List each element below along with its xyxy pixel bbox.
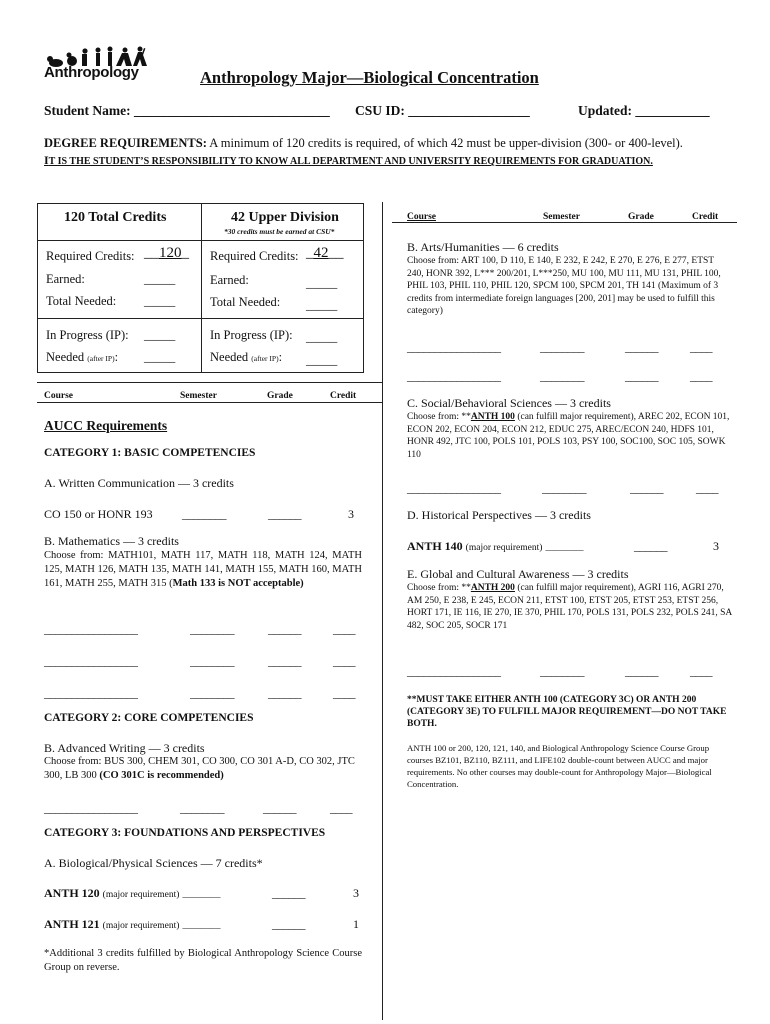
must-take-notice: **MUST TAKE EITHER ANTH 100 (CATEGORY 3C) OR ANTH 200 (CATEGORY 3E) TO FULFILL MAJOR REQUIREMENT—DO NOT TAKE BOTH. [407,695,727,729]
right-earned-label: Earned: [210,273,249,287]
arts-humanities-options: Choose from: ART 100, D 110, E 140, E 232, E 242, E 270, E 276, E 277, ETST 240, HONR 392, L*** 200/201, L***250, MU 100, MU 111, MU 131, PHIL 100, PHIL 103, PHIL 110, PHIL 120, SPCM 100, SPCM 201, TH 141 (Maximum of 3 credits from intermediate foreign languages [200, 201] may be used to fulfill this category) [407,256,721,316]
left-earned-blank[interactable]: _____ [144,272,176,286]
anth121-credit: 1 [353,917,359,931]
written-communication-heading: A. Written Communication — 3 credits [44,476,234,490]
category-3-heading: CATEGORY 3: FOUNDATIONS AND PERSPECTIVES [44,827,326,839]
global-awareness-options: Choose from: **ANTH 200 (can fulfill major requirement), AGRI 116, AGRI 270, AM 250, E 238, E 245, ECON 211, ETST 100, ETST 205, ETST 253, ETST 256, HORT 171, IE 116, IE 270, IE 370, PHIL 170, POLS 131, POLS 232, POLS 241, SA 482, SOC 205, SOCR 171 [407,583,732,631]
updated-field[interactable]: Updated: ___________ [578,103,710,118]
anth140-grade-blank[interactable]: ______ [634,539,667,553]
historical-perspectives-heading: D. Historical Perspectives — 3 credits [407,508,591,522]
anth121-grade-blank[interactable]: ______ [272,917,305,931]
right-required-value[interactable]: _42__ [306,245,344,261]
co150-credit: 3 [348,507,354,521]
right-col-credit: Credit [692,212,719,222]
global-semester-blank[interactable]: ________ [540,664,584,678]
global-grade-blank[interactable]: ______ [625,664,658,678]
anth121-row: ANTH 121 (major requirement) ________ [44,917,221,931]
math-row2-semester-blank[interactable]: ________ [190,654,234,668]
global-awareness-heading: E. Global and Cultural Awareness — 3 credits [407,567,629,581]
right-total-needed-label: Total Needed: [210,295,281,309]
total-credits-heading: 120 Total Credits [64,210,167,225]
advanced-writing-options: Choose from: BUS 300, CHEM 301, CO 300, CO 301 A-D, CO 302, JTC 300, LB 300 (CO 301C is recommended) [44,756,355,781]
logo-text: Anthropology [44,64,139,81]
category-2-heading: CATEGORY 2: CORE COMPETENCIES [44,712,254,724]
left-earned-label: Earned: [46,272,85,286]
right-table-header-rule [392,222,737,223]
credits-summary-box [37,203,364,373]
co150-grade-blank[interactable]: ______ [268,507,301,521]
right-total-needed-blank[interactable]: _____ [306,298,338,312]
arts-row2-grade-blank[interactable]: ______ [625,369,658,383]
mathematics-heading: B. Mathematics — 3 credits [44,534,179,548]
responsibility-notice [44,153,653,168]
advanced-writing-heading: B. Advanced Writing — 3 credits [44,741,205,755]
mathematics-options: Choose from: MATH101, MATH 117, MATH 118, MATH 124, MATH 125, MATH 126, MATH 135, MATH 141, MATH 155, MATH 160, MATH 161, MATH 255, MATH 315 (Math 133 is NOT acceptable) [44,550,362,589]
arts-row2-credit-blank[interactable]: ____ [690,369,712,383]
left-col-semester: Semester [180,391,217,401]
footnote-biological: *Additional 3 credits fulfilled by Biological Anthropology Science Course Group on reverse. [44,948,362,973]
credits-box-header-rule [38,240,363,241]
right-needed-blank[interactable]: _____ [306,353,338,367]
anth140-credit: 3 [713,539,719,553]
double-count-notice: ANTH 100 or 200, 120, 121, 140, and Biological Anthropology Science Course Group courses BZ101, BZ110, BZ111, and LIFE102 double-count between AUCC and major requirements. No other courses may double-count for Anthropology Major—Biological Concentration. [407,743,712,789]
social-grade-blank[interactable]: ______ [630,481,663,495]
adv-writing-credit-blank[interactable]: ____ [330,801,352,815]
left-total-needed-label: Total Needed: [46,294,117,308]
right-in-progress-label: In Progress (IP): [210,328,293,342]
arts-row1-semester-blank[interactable]: ________ [540,340,584,354]
credits-box-divider [201,204,202,372]
responsibility-text: T IS THE STUDENT’S RESPONSIBILITY TO KNOW ALL DEPARTMENT AND UNIVERSITY REQUIREMENTS FOR GRADUATION. [48,156,653,167]
math-row3-course-blank[interactable]: _________________ [44,686,138,700]
student-name-field[interactable]: Student Name: _____________________________ [44,103,330,118]
left-table-header-rule [37,402,382,403]
math-row2-course-blank[interactable]: _________________ [44,654,138,668]
category-1-heading: CATEGORY 1: BASIC COMPETENCIES [44,447,256,459]
social-sciences-options: Choose from: **ANTH 100 (can fulfill major requirement), AREC 202, ECON 101, ECON 202, ECON 204, ECON 212, EDUC 275, AREC/ECON 240, HDFS 101, HONR 492, JTC 100, POLS 101, POLS 103, PSY 100, SOC100, SOC 105, SOWK 110 [407,412,730,460]
left-required-value[interactable]: __120_ [144,245,189,261]
left-needed-label: Needed (after IP): [46,350,119,364]
anthropology-logo [44,46,154,86]
credits-box-middle-rule [38,318,363,319]
math-row1-course-blank[interactable]: _________________ [44,622,138,636]
left-table-top-rule [37,382,382,383]
arts-row1-credit-blank[interactable]: ____ [690,340,712,354]
right-col-semester: Semester [543,212,580,222]
right-col-grade: Grade [628,212,654,222]
adv-writing-semester-blank[interactable]: ________ [180,801,224,815]
upper-division-note: *30 credits must be earned at CSU* [224,227,335,236]
left-col-credit: Credit [330,391,357,401]
left-in-progress-label: In Progress (IP): [46,328,129,342]
social-semester-blank[interactable]: ________ [542,481,586,495]
math-row3-credit-blank[interactable]: ____ [333,686,355,700]
page-title: Anthropology Major—Biological Concentration [200,68,539,87]
degree-requirements [44,136,683,151]
anth120-grade-blank[interactable]: ______ [272,886,305,900]
anth120-row: ANTH 120 (major requirement) ________ [44,886,221,900]
math-row2-credit-blank[interactable]: ____ [333,654,355,668]
adv-writing-grade-blank[interactable]: ______ [263,801,296,815]
math-row1-grade-blank[interactable]: ______ [268,622,301,636]
math-row2-grade-blank[interactable]: ______ [268,654,301,668]
aucc-heading: AUCC Requirements [44,418,168,433]
upper-division-heading: 42 Upper Division [231,210,339,225]
social-credit-blank[interactable]: ____ [696,481,718,495]
social-course-blank[interactable]: _________________ [407,481,501,495]
left-in-progress-blank[interactable]: _____ [144,328,176,342]
anth140-row: ANTH 140 (major requirement) ________ [407,539,584,553]
degree-requirements-text: A minimum of 120 credits is required, of which 42 must be upper-division (300- or 400-level). [206,136,683,150]
math-row3-semester-blank[interactable]: ________ [190,686,234,700]
biological-sciences-heading: A. Biological/Physical Sciences — 7 credits* [44,856,263,870]
right-required-label: Required Credits: [210,249,299,263]
right-in-progress-blank[interactable]: _____ [306,330,338,344]
csu-id-field[interactable]: CSU ID: __________________ [355,103,530,118]
left-col-course: Course [44,391,74,401]
left-col-grade: Grade [267,391,293,401]
arts-row2-semester-blank[interactable]: ________ [540,369,584,383]
arts-humanities-heading: B. Arts/Humanities — 6 credits [407,240,559,254]
arts-row1-course-blank[interactable]: _________________ [407,340,501,354]
degree-requirements-label: DEGREE REQUIREMENTS: [44,136,207,150]
adv-writing-course-blank[interactable]: _________________ [44,801,138,815]
global-credit-blank[interactable]: ____ [690,664,712,678]
column-divider [382,202,383,1020]
arts-row2-course-blank[interactable]: _________________ [407,369,501,383]
social-sciences-heading: C. Social/Behavioral Sciences — 3 credits [407,396,611,410]
right-needed-label: Needed (after IP): [210,350,283,364]
right-earned-blank[interactable]: _____ [306,276,338,290]
co150-course: CO 150 or HONR 193 [44,507,153,521]
left-required-label: Required Credits: [46,249,135,263]
responsibility-initial: I [44,153,49,167]
math-row1-credit-blank[interactable]: ____ [333,622,355,636]
math-row1-semester-blank[interactable]: ________ [190,622,234,636]
left-total-needed-blank[interactable]: _____ [144,294,176,308]
math-row3-grade-blank[interactable]: ______ [268,686,301,700]
left-needed-blank[interactable]: _____ [144,350,176,364]
anth120-credit: 3 [353,886,359,900]
right-col-course: Course [407,212,437,222]
co150-semester-blank[interactable]: ________ [182,507,226,521]
global-course-blank[interactable]: _________________ [407,664,501,678]
arts-row1-grade-blank[interactable]: ______ [625,340,658,354]
